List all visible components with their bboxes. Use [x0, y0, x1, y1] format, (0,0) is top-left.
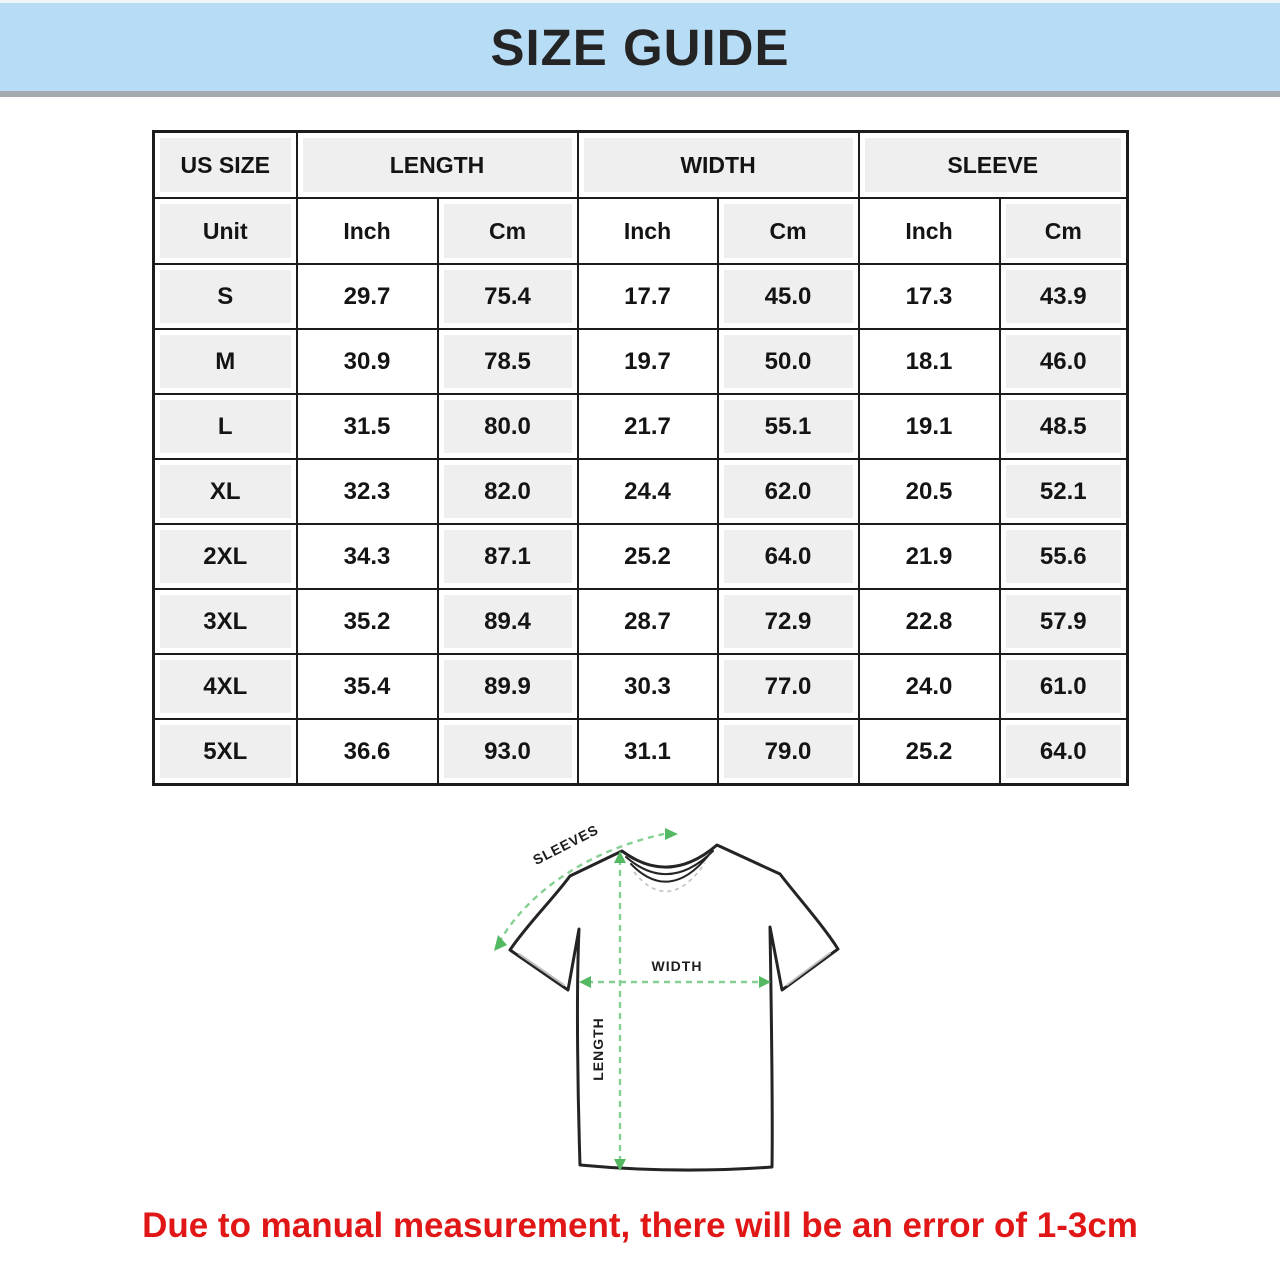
arrowhead [665, 828, 678, 840]
sleeve-cm-cell: 55.6 [1000, 524, 1128, 589]
sleeve-inch-cell: 20.5 [859, 459, 1000, 524]
width-cm-cell: 55.1 [718, 394, 859, 459]
length-inch-cell: 35.4 [297, 654, 438, 719]
size-cell: L [154, 394, 297, 459]
col-header-width: WIDTH [578, 132, 859, 199]
width-label: WIDTH [651, 958, 703, 974]
length-inch-cell: 32.3 [297, 459, 438, 524]
sleeve-inch-cell: 18.1 [859, 329, 1000, 394]
length-inch-cell: 34.3 [297, 524, 438, 589]
size-cell: 2XL [154, 524, 297, 589]
sleeve-cm-cell: 61.0 [1000, 654, 1128, 719]
table-row [154, 394, 1128, 459]
table-row [154, 264, 1128, 329]
sleeve-inch-cell: 21.9 [859, 524, 1000, 589]
sleeve-cm-cell: 52.1 [1000, 459, 1128, 524]
arrowhead [494, 935, 507, 951]
length-cm-cell: 87.1 [438, 524, 578, 589]
length-cm-cell: 75.4 [438, 264, 578, 329]
col-header-length: LENGTH [297, 132, 578, 199]
page-title: SIZE GUIDE [490, 18, 790, 76]
width-cm-cell: 77.0 [718, 654, 859, 719]
table-row [154, 719, 1128, 785]
width-cm-cell: 64.0 [718, 524, 859, 589]
width-cm-cell: 62.0 [718, 459, 859, 524]
length-inch-cell: 29.7 [297, 264, 438, 329]
width-inch-cell: 21.7 [578, 394, 718, 459]
length-inch-cell: 36.6 [297, 719, 438, 785]
size-table [152, 130, 1129, 786]
tshirt-measurement-diagram [450, 812, 900, 1197]
sleeve-cm-cell: 48.5 [1000, 394, 1128, 459]
width-inch-cell: 28.7 [578, 589, 718, 654]
table-row [154, 329, 1128, 394]
unit-header-row [154, 198, 1128, 264]
col-header-us-size: US SIZE [154, 132, 297, 199]
size-cell: XL [154, 459, 297, 524]
sleeve-inch-cell: 22.8 [859, 589, 1000, 654]
size-cell: 5XL [154, 719, 297, 785]
unit-cm: Cm [1000, 198, 1128, 264]
tshirt-outline [510, 845, 838, 1170]
width-cm-cell: 72.9 [718, 589, 859, 654]
length-inch-cell: 30.9 [297, 329, 438, 394]
unit-inch: Inch [297, 198, 438, 264]
sleeve-inch-cell: 24.0 [859, 654, 1000, 719]
width-inch-cell: 30.3 [578, 654, 718, 719]
length-cm-cell: 80.0 [438, 394, 578, 459]
unit-header: Unit [154, 198, 297, 264]
table-row [154, 459, 1128, 524]
unit-inch: Inch [578, 198, 718, 264]
measurement-error-note: Due to manual measurement, there will be an error of 1-3cm [142, 1206, 1138, 1245]
length-inch-cell: 35.2 [297, 589, 438, 654]
length-inch-cell: 31.5 [297, 394, 438, 459]
size-cell: 3XL [154, 589, 297, 654]
length-cm-cell: 89.9 [438, 654, 578, 719]
sleeve-cm-cell: 46.0 [1000, 329, 1128, 394]
width-inch-cell: 17.7 [578, 264, 718, 329]
length-cm-cell: 78.5 [438, 329, 578, 394]
sleeve-inch-cell: 19.1 [859, 394, 1000, 459]
sleeve-inch-cell: 25.2 [859, 719, 1000, 785]
length-label: LENGTH [590, 1017, 606, 1081]
table-row [154, 589, 1128, 654]
table-row [154, 524, 1128, 589]
sleeve-cm-cell: 64.0 [1000, 719, 1128, 785]
unit-cm: Cm [438, 198, 578, 264]
sleeve-cm-cell: 43.9 [1000, 264, 1128, 329]
size-cell: S [154, 264, 297, 329]
length-cm-cell: 82.0 [438, 459, 578, 524]
length-cm-cell: 93.0 [438, 719, 578, 785]
width-cm-cell: 50.0 [718, 329, 859, 394]
group-header-row [154, 132, 1128, 199]
sleeves-label: SLEEVES [530, 821, 602, 868]
sleeve-cm-cell: 57.9 [1000, 589, 1128, 654]
width-inch-cell: 19.7 [578, 329, 718, 394]
width-cm-cell: 45.0 [718, 264, 859, 329]
size-cell: 4XL [154, 654, 297, 719]
col-header-sleeve: SLEEVE [859, 132, 1128, 199]
length-cm-cell: 89.4 [438, 589, 578, 654]
sleeve-inch-cell: 17.3 [859, 264, 1000, 329]
unit-inch: Inch [859, 198, 1000, 264]
unit-cm: Cm [718, 198, 859, 264]
width-inch-cell: 25.2 [578, 524, 718, 589]
width-cm-cell: 79.0 [718, 719, 859, 785]
title-banner [0, 0, 1280, 97]
size-cell: M [154, 329, 297, 394]
table-row [154, 654, 1128, 719]
width-inch-cell: 31.1 [578, 719, 718, 785]
width-inch-cell: 24.4 [578, 459, 718, 524]
